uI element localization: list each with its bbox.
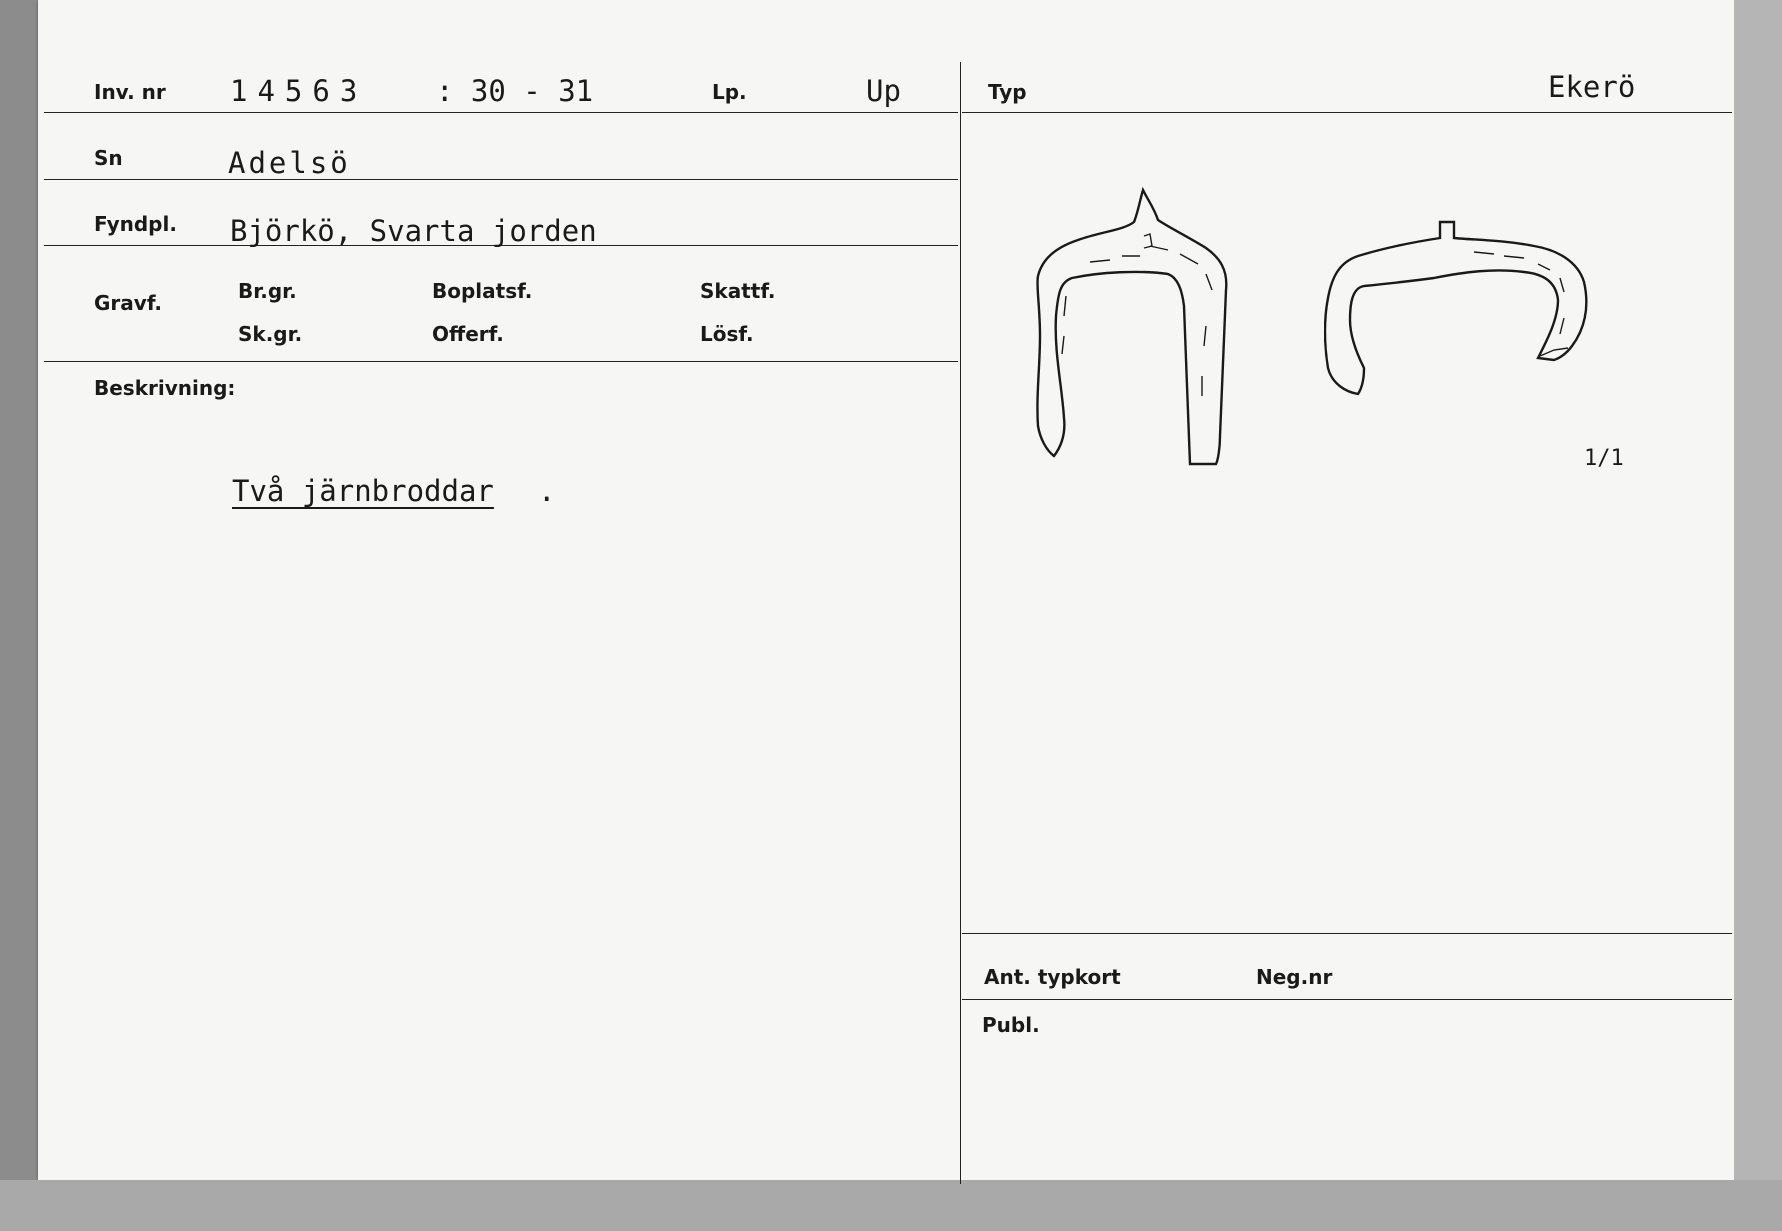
skgr-label: Sk.gr. [238,322,303,346]
column-divider [960,62,961,1184]
neg-nr-label: Neg.nr [1256,965,1333,989]
fyndpl-label: Fyndpl. [94,212,177,236]
rule-ant [962,933,1732,934]
inv-nr-label: Inv. nr [94,80,166,104]
typ-place: Ekerö [1548,70,1636,104]
scan-edge-right [1734,0,1782,1231]
gravf-label: Gravf. [94,291,163,315]
scan-edge-bottom [0,1180,1782,1231]
crampon-drawing-1 [1030,186,1280,468]
rule-gravf [44,361,958,362]
rule-neg [962,999,1732,1000]
offerf-label: Offerf. [432,322,504,346]
fyndpl-value: Björkö, Svarta jorden [230,214,597,248]
rule-inv [44,112,958,113]
sn-label: Sn [94,146,123,170]
inv-nr-value: 14563 [230,74,368,108]
lp-value: Up [866,74,901,108]
rule-sn [44,179,958,180]
skattf-label: Skattf. [700,279,776,303]
sn-value: Adelsö [228,146,351,180]
boplatsf-label: Boplatsf. [432,279,533,303]
brgr-label: Br.gr. [238,279,297,303]
typ-label: Typ [988,80,1027,104]
beskrivning-label: Beskrivning: [94,376,236,400]
losf-label: Lösf. [700,322,754,346]
lp-label: Lp. [712,80,747,104]
scale-marking: 1/1 [1584,446,1624,471]
crampon-drawing-2 [1324,218,1594,400]
publ-label: Publ. [982,1013,1040,1037]
ant-typkort-label: Ant. typkort [984,965,1121,989]
description-text: Två järnbroddar [232,474,494,508]
rule-typ [962,112,1732,113]
description-period: . [538,474,556,508]
inv-nr-suffix: : 30 - 31 [436,74,594,108]
